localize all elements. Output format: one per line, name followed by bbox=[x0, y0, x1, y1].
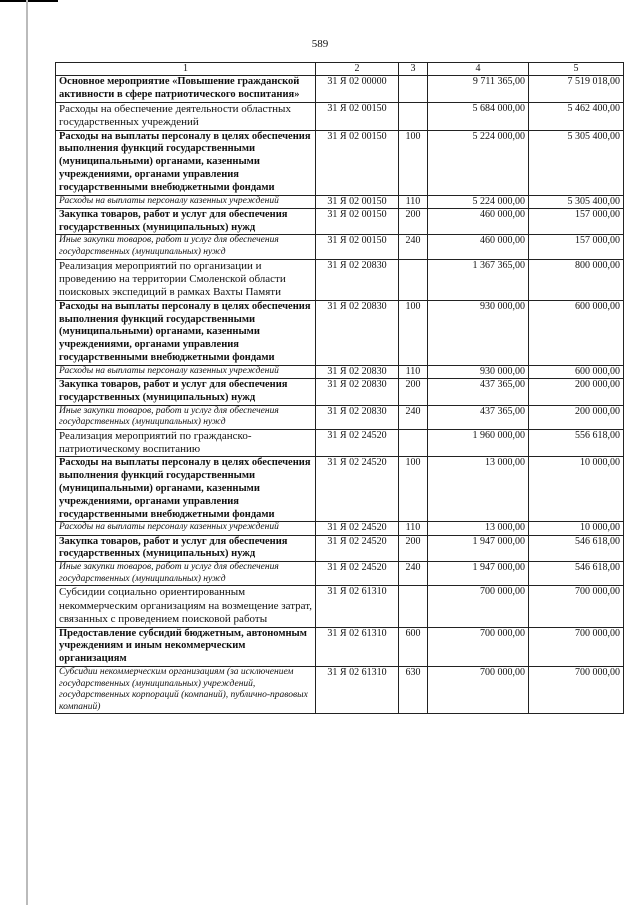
table-row bbox=[56, 522, 624, 535]
amount-year-1-cell: 13 000,00 bbox=[428, 522, 529, 535]
expense-name-cell: Иные закупки товаров, работ и услуг для обеспечения государственных (муниципальных) нужд bbox=[56, 562, 316, 586]
expense-name-cell: Реализация мероприятий по организации и проведению на территории Смоленской области поисковых экспедиций в рамках Вахты Памяти bbox=[56, 259, 316, 300]
table-row bbox=[56, 208, 624, 235]
expense-type-cell: 240 bbox=[399, 235, 428, 259]
table-row bbox=[56, 405, 624, 429]
expense-name-cell: Иные закупки товаров, работ и услуг для обеспечения государственных (муниципальных) нужд bbox=[56, 405, 316, 429]
table-row bbox=[56, 76, 624, 103]
table-row bbox=[56, 195, 624, 208]
expense-name-cell: Иные закупки товаров, работ и услуг для обеспечения государственных (муниципальных) нужд bbox=[56, 235, 316, 259]
target-code-cell: 31 Я 02 24520 bbox=[316, 522, 399, 535]
expense-name-cell: Расходы на выплаты персоналу в целях обеспечения выполнения функций государственными (муниципальными) органами, казенными учреждениями, органами управления государственными внебюджетными фондами bbox=[56, 457, 316, 522]
amount-year-2-cell: 157 000,00 bbox=[529, 208, 624, 235]
table-row bbox=[56, 235, 624, 259]
target-code-cell: 31 Я 02 24520 bbox=[316, 429, 399, 457]
column-header-4: 4 bbox=[428, 63, 529, 76]
column-header-5: 5 bbox=[529, 63, 624, 76]
amount-year-1-cell: 460 000,00 bbox=[428, 208, 529, 235]
table-row bbox=[56, 457, 624, 522]
amount-year-1-cell: 5 224 000,00 bbox=[428, 195, 529, 208]
amount-year-1-cell: 1 947 000,00 bbox=[428, 535, 529, 562]
expense-type-cell: 200 bbox=[399, 378, 428, 405]
target-code-cell: 31 Я 02 20830 bbox=[316, 405, 399, 429]
expense-name-cell: Закупка товаров, работ и услуг для обеспечения государственных (муниципальных) нужд bbox=[56, 535, 316, 562]
table-row bbox=[56, 130, 624, 195]
expense-name-cell: Закупка товаров, работ и услуг для обеспечения государственных (муниципальных) нужд bbox=[56, 378, 316, 405]
scan-edge-left bbox=[26, 0, 28, 905]
amount-year-2-cell: 5 462 400,00 bbox=[529, 102, 624, 130]
budget-table bbox=[55, 62, 624, 714]
expense-name-cell: Расходы на выплаты персоналу казенных учреждений bbox=[56, 522, 316, 535]
amount-year-2-cell: 556 618,00 bbox=[529, 429, 624, 457]
amount-year-2-cell: 800 000,00 bbox=[529, 259, 624, 300]
target-code-cell: 31 Я 02 00150 bbox=[316, 195, 399, 208]
amount-year-2-cell: 10 000,00 bbox=[529, 457, 624, 522]
expense-name-cell: Расходы на выплаты персоналу казенных учреждений bbox=[56, 365, 316, 378]
expense-name-cell: Расходы на выплаты персоналу казенных учреждений bbox=[56, 195, 316, 208]
expense-type-cell: 100 bbox=[399, 300, 428, 365]
expense-type-cell: 630 bbox=[399, 667, 428, 714]
amount-year-1-cell: 1 367 365,00 bbox=[428, 259, 529, 300]
table-row bbox=[56, 102, 624, 130]
table-row bbox=[56, 667, 624, 714]
amount-year-2-cell: 546 618,00 bbox=[529, 562, 624, 586]
amount-year-1-cell: 460 000,00 bbox=[428, 235, 529, 259]
column-header-2: 2 bbox=[316, 63, 399, 76]
target-code-cell: 31 Я 02 61310 bbox=[316, 627, 399, 666]
page-number: 589 bbox=[311, 38, 329, 50]
expense-type-cell bbox=[399, 586, 428, 627]
amount-year-1-cell: 13 000,00 bbox=[428, 457, 529, 522]
target-code-cell: 31 Я 02 20830 bbox=[316, 259, 399, 300]
amount-year-2-cell: 157 000,00 bbox=[529, 235, 624, 259]
amount-year-1-cell: 437 365,00 bbox=[428, 405, 529, 429]
amount-year-1-cell: 930 000,00 bbox=[428, 365, 529, 378]
expense-type-cell bbox=[399, 102, 428, 130]
table-row bbox=[56, 535, 624, 562]
target-code-cell: 31 Я 02 20830 bbox=[316, 378, 399, 405]
scan-edge-top bbox=[0, 0, 58, 2]
table-body bbox=[56, 76, 624, 714]
target-code-cell: 31 Я 02 24520 bbox=[316, 457, 399, 522]
expense-type-cell: 110 bbox=[399, 365, 428, 378]
target-code-cell: 31 Я 02 00150 bbox=[316, 130, 399, 195]
amount-year-2-cell: 7 519 018,00 bbox=[529, 76, 624, 103]
amount-year-1-cell: 700 000,00 bbox=[428, 667, 529, 714]
expense-type-cell bbox=[399, 429, 428, 457]
expense-type-cell bbox=[399, 259, 428, 300]
amount-year-1-cell: 437 365,00 bbox=[428, 378, 529, 405]
target-code-cell: 31 Я 02 00150 bbox=[316, 208, 399, 235]
expense-type-cell: 200 bbox=[399, 535, 428, 562]
column-header-3: 3 bbox=[399, 63, 428, 76]
amount-year-2-cell: 700 000,00 bbox=[529, 667, 624, 714]
target-code-cell: 31 Я 02 20830 bbox=[316, 365, 399, 378]
amount-year-1-cell: 5 684 000,00 bbox=[428, 102, 529, 130]
table-row bbox=[56, 378, 624, 405]
expense-name-cell: Предоставление субсидий бюджетным, автономным учреждениям и иным некоммерческим организациям bbox=[56, 627, 316, 666]
target-code-cell: 31 Я 02 20830 bbox=[316, 300, 399, 365]
expense-type-cell: 240 bbox=[399, 405, 428, 429]
amount-year-2-cell: 5 305 400,00 bbox=[529, 130, 624, 195]
expense-type-cell: 100 bbox=[399, 130, 428, 195]
amount-year-1-cell: 9 711 365,00 bbox=[428, 76, 529, 103]
amount-year-2-cell: 600 000,00 bbox=[529, 300, 624, 365]
target-code-cell: 31 Я 02 00150 bbox=[316, 102, 399, 130]
table-row bbox=[56, 627, 624, 666]
amount-year-1-cell: 1 947 000,00 bbox=[428, 562, 529, 586]
header-row bbox=[56, 63, 624, 76]
table-row bbox=[56, 562, 624, 586]
expense-name-cell: Субсидии социально ориентированным некоммерческим организациям на возмещение затрат, связанных с проведением поисковой работы bbox=[56, 586, 316, 627]
amount-year-2-cell: 700 000,00 bbox=[529, 627, 624, 666]
amount-year-1-cell: 930 000,00 bbox=[428, 300, 529, 365]
amount-year-1-cell: 700 000,00 bbox=[428, 627, 529, 666]
expense-type-cell: 240 bbox=[399, 562, 428, 586]
expense-name-cell: Реализация мероприятий по гражданско-патриотическому воспитанию bbox=[56, 429, 316, 457]
expense-type-cell: 600 bbox=[399, 627, 428, 666]
amount-year-2-cell: 600 000,00 bbox=[529, 365, 624, 378]
amount-year-2-cell: 10 000,00 bbox=[529, 522, 624, 535]
target-code-cell: 31 Я 02 24520 bbox=[316, 562, 399, 586]
expense-name-cell: Расходы на выплаты персоналу в целях обеспечения выполнения функций государственными (муниципальными) органами, казенными учреждениями, органами управления государственными внебюджетными фондами bbox=[56, 300, 316, 365]
table-row bbox=[56, 300, 624, 365]
expense-type-cell: 200 bbox=[399, 208, 428, 235]
table-row bbox=[56, 586, 624, 627]
target-code-cell: 31 Я 02 61310 bbox=[316, 667, 399, 714]
amount-year-1-cell: 700 000,00 bbox=[428, 586, 529, 627]
amount-year-2-cell: 5 305 400,00 bbox=[529, 195, 624, 208]
expense-type-cell: 100 bbox=[399, 457, 428, 522]
table-row bbox=[56, 429, 624, 457]
target-code-cell: 31 Я 02 00150 bbox=[316, 235, 399, 259]
expense-name-cell: Основное мероприятие «Повышение гражданской активности в сфере патриотического воспитания» bbox=[56, 76, 316, 103]
target-code-cell: 31 Я 02 24520 bbox=[316, 535, 399, 562]
amount-year-2-cell: 546 618,00 bbox=[529, 535, 624, 562]
expense-name-cell: Расходы на обеспечение деятельности областных государственных учреждений bbox=[56, 102, 316, 130]
amount-year-1-cell: 1 960 000,00 bbox=[428, 429, 529, 457]
amount-year-2-cell: 200 000,00 bbox=[529, 405, 624, 429]
amount-year-2-cell: 200 000,00 bbox=[529, 378, 624, 405]
target-code-cell: 31 Я 02 61310 bbox=[316, 586, 399, 627]
expense-type-cell bbox=[399, 76, 428, 103]
amount-year-1-cell: 5 224 000,00 bbox=[428, 130, 529, 195]
expense-type-cell: 110 bbox=[399, 195, 428, 208]
table-row bbox=[56, 259, 624, 300]
target-code-cell: 31 Я 02 00000 bbox=[316, 76, 399, 103]
column-header-1: 1 bbox=[56, 63, 316, 76]
expense-type-cell: 110 bbox=[399, 522, 428, 535]
amount-year-2-cell: 700 000,00 bbox=[529, 586, 624, 627]
expense-name-cell: Закупка товаров, работ и услуг для обеспечения государственных (муниципальных) нужд bbox=[56, 208, 316, 235]
expense-name-cell: Расходы на выплаты персоналу в целях обеспечения выполнения функций государственными (муниципальными) органами, казенными учреждениями, органами управления государственными внебюджетными фондами bbox=[56, 130, 316, 195]
table-row bbox=[56, 365, 624, 378]
expense-name-cell: Субсидии некоммерческим организациям (за исключением государственных (муниципальных) учреждений, государственных корпораций (компаний), публично-правовых компаний) bbox=[56, 667, 316, 714]
